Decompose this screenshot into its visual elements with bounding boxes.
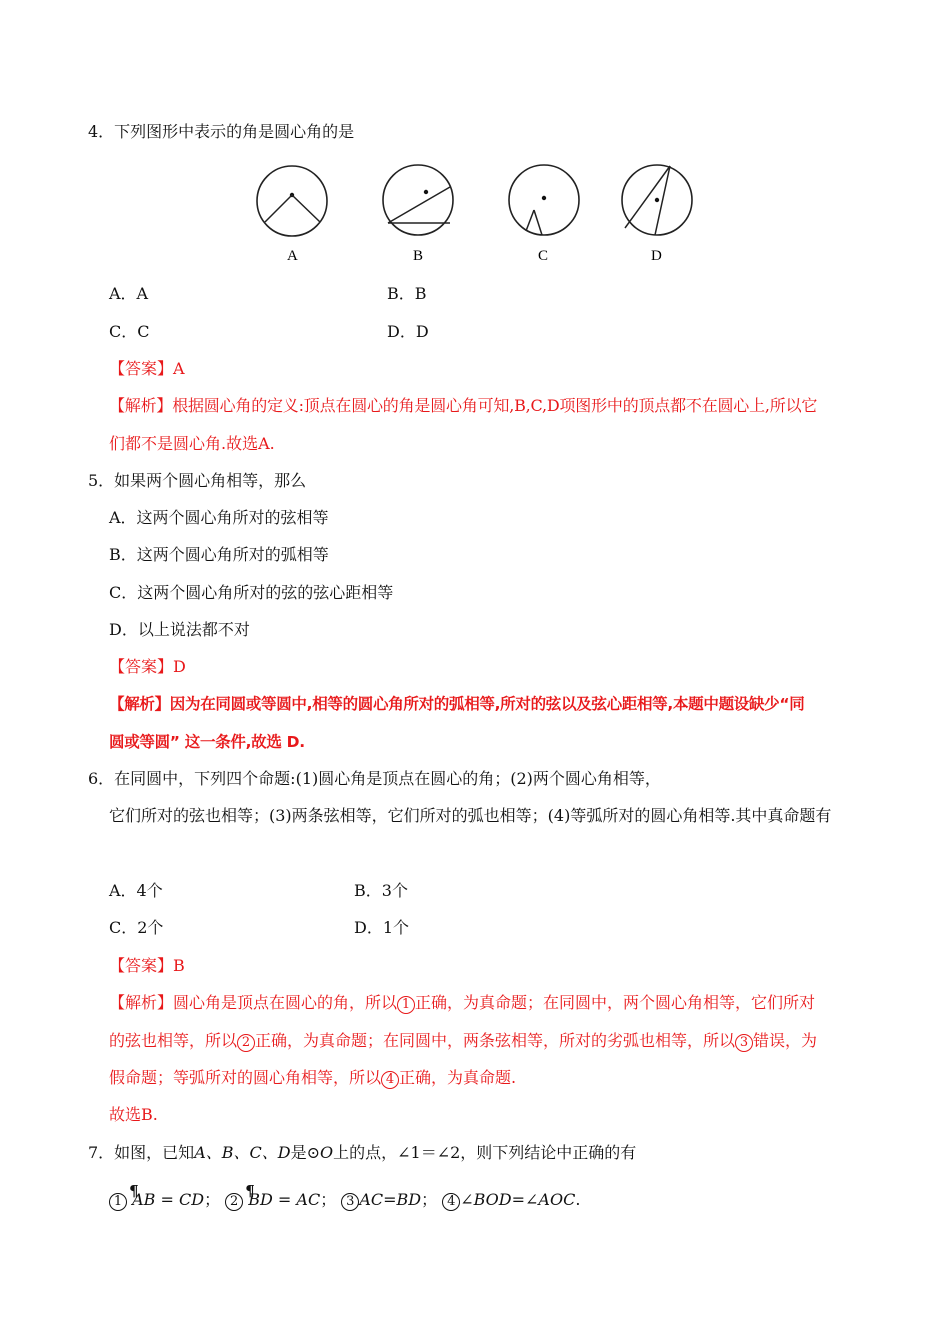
q6-analysis-line3: [109, 1068, 516, 1089]
q7-conclusions: 1 ¶ AB = CD； 2 ¶ BD = AC； 3 AC=BD； 4 ∠BOD=∠AOC.: [109, 1190, 580, 1211]
q5-option-d: D．以上说法都不对: [109, 620, 250, 639]
q7-points: A、B、C、D: [194, 1143, 291, 1162]
circled-number: 3: [735, 1034, 753, 1052]
figure-label-c: C: [538, 248, 549, 264]
circle-b-figure: [383, 165, 453, 264]
q4-answer: 【答案】A: [109, 359, 185, 378]
q5-analysis-line1: 【解析】因为在同圆或等圆中,相等的圆心角所对的弧相等,所对的弦以及弦心距相等,本题中题设缺少“同: [109, 695, 805, 713]
q7-item-4: ∠BOD=∠AOC: [460, 1190, 576, 1209]
circled-number: 1: [109, 1193, 127, 1211]
figure-label-a: A: [287, 248, 298, 264]
circle-c-figure: [509, 165, 579, 264]
q7-item-1: ¶ AB = CD: [132, 1190, 204, 1209]
q5-answer: 【答案】D: [109, 657, 186, 676]
q6-answer: 【答案】B: [109, 956, 185, 975]
q5-option-c: C．这两个圆心角所对的弦的弦心距相等: [109, 583, 394, 602]
q6-analysis-text: 正确，为真命题.: [399, 1068, 517, 1087]
q7-item-2: ¶ BD = AC: [248, 1190, 320, 1209]
q5-option-b: B．这两个圆心角所对的弧相等: [109, 545, 329, 564]
q6-stem-line2: 它们所对的弦也相等；(3)两条弦相等，它们所对的弧也相等；(4)等弧所对的圆心角相等.其中真命题有: [109, 806, 832, 825]
q6-analysis-line2: [109, 1031, 817, 1052]
circle-a-figure: [257, 166, 327, 264]
figure-label-b: B: [413, 248, 424, 264]
q6-analysis-text: 正确，为真命题；在同圆中，两个圆心角相等，它们所对: [415, 993, 816, 1012]
q7-stem: [88, 1143, 636, 1163]
q6-option-b: B．3个: [354, 881, 408, 900]
q4-option-c: C．C: [109, 322, 150, 341]
q6-conclusion: 故选B.: [109, 1105, 158, 1124]
q7-circle-name: O: [320, 1143, 334, 1162]
circled-number: 1: [397, 996, 415, 1014]
circled-number: 2: [237, 1034, 255, 1052]
q6-analysis-text: 正确，为真命题；在同圆中，两条弦相等，所对的劣弧也相等，所以: [255, 1031, 736, 1050]
q5-analysis-line2: 圆或等圆” 这一条件,故选 D.: [109, 733, 305, 751]
circled-number: 4: [442, 1193, 460, 1211]
circle-d-figure: [622, 165, 692, 264]
circled-number: 2: [225, 1193, 243, 1211]
q5-option-a: A．这两个圆心角所对的弦相等: [109, 508, 329, 527]
q4-stem: 4．下列图形中表示的角是圆心角的是: [88, 122, 355, 141]
q7-stem-text: 7．如图，已知: [88, 1143, 195, 1162]
figure-label-d: D: [651, 248, 662, 264]
q4-option-a: A．A: [109, 284, 149, 303]
q4-figure: [250, 160, 710, 270]
q4-analysis-line1: 【解析】根据圆心角的定义:顶点在圆心的角是圆心角可知,B,C,D项图形中的顶点都不在圆心上,所以它: [109, 396, 818, 415]
q4-analysis-line2: 们都不是圆心角.故选A.: [109, 434, 275, 453]
q7-stem-text: 是⊙: [290, 1143, 320, 1162]
q7-stem-text: 上的点，∠1＝∠2，则下列结论中正确的有: [333, 1143, 637, 1162]
q6-stem-line1: 6．在同圆中，下列四个命题:(1)圆心角是顶点在圆心的角；(2)两个圆心角相等，: [88, 769, 661, 788]
q5-stem: 5．如果两个圆心角相等，那么: [88, 471, 307, 490]
q6-analysis-text: 错误，为: [753, 1031, 818, 1050]
q4-option-d: D．D: [387, 322, 429, 341]
q6-analysis-text: 的弦也相等，所以: [109, 1031, 238, 1050]
q6-option-a: A．4个: [109, 881, 163, 900]
circled-number: 4: [381, 1071, 399, 1089]
q6-analysis-text: 假命题；等弧所对的圆心角相等，所以: [109, 1068, 382, 1087]
q6-analysis-line1: [109, 993, 815, 1014]
circled-number: 3: [341, 1193, 359, 1211]
q6-analysis-text: 【解析】圆心角是顶点在圆心的角，所以: [109, 993, 398, 1012]
q6-option-d: D．1个: [354, 918, 410, 937]
q6-option-c: C．2个: [109, 918, 164, 937]
q4-option-b: B．B: [387, 284, 427, 303]
q7-item-3: AC=BD: [359, 1190, 422, 1209]
